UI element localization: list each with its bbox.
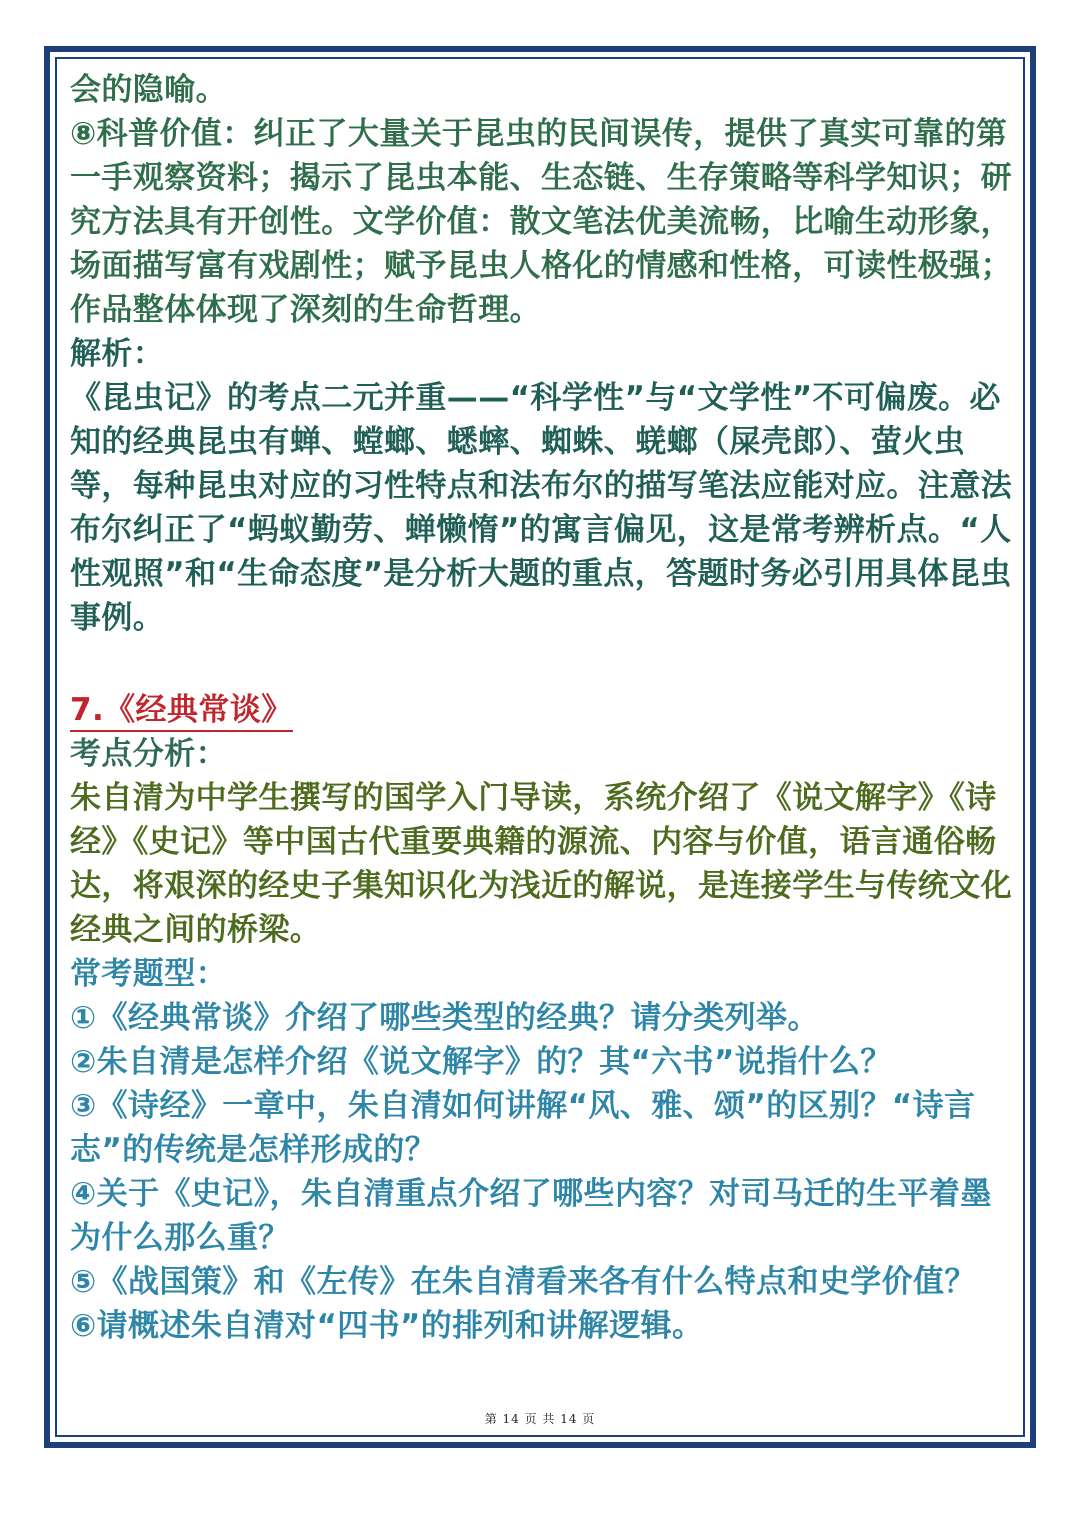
section-spacer xyxy=(70,640,1015,684)
question-item: ④关于《史记》，朱自清重点介绍了哪些内容？对司马迁的生平着墨为什么那么重？ xyxy=(70,1176,992,1256)
page-content xyxy=(70,68,1015,1348)
analysis-paragraph: 《昆虫记》的考点二元并重——“科学性”与“文学性”不可偏废。必知的经典昆虫有蝉、螳螂、蟋蟀、蜘蛛、蜣螂（屎壳郎）、萤火虫等，每种昆虫对应的习性特点和法布尔的描写笔法应能对应。注意法布尔纠正了“蚂蚁勤劳、蝉懒惰”的寓言偏见，这是常考辨析点。“人性观照”和“生命态度”是分析大题的重点，答题时务必引用具体昆虫事例。 xyxy=(70,380,1012,636)
changkao-label: 常考题型： xyxy=(70,956,227,992)
question-item: ①《经典常谈》介绍了哪些类型的经典？请分类列举。 xyxy=(70,1000,819,1036)
question-item: ③《诗经》一章中，朱自清如何讲解“风、雅、颂”的区别？“诗言志”的传统是怎样形成的？ xyxy=(70,1088,976,1168)
section-7-title: 7.《经典常谈》 xyxy=(70,690,293,732)
question-item: ②朱自清是怎样介绍《说文解字》的？其“六书”说指什么？ xyxy=(70,1044,892,1080)
intro-line: 会的隐喻。 xyxy=(70,72,227,108)
kaodian-label: 考点分析： xyxy=(70,736,227,772)
item-8-paragraph: ⑧科普价值：纠正了大量关于昆虫的民间误传，提供了真实可靠的第一手观察资料；揭示了昆虫本能、生态链、生存策略等科学知识；研究方法具有开创性。文学价值：散文笔法优美流畅，比喻生动形象，场面描写富有戏剧性；赋予昆虫人格化的情感和性格，可读性极强；作品整体体现了深刻的生命哲理。 xyxy=(70,116,1012,328)
analysis-label: 解析： xyxy=(70,336,165,372)
kaodian-paragraph: 朱自清为中学生撰写的国学入门导读，系统介绍了《说文解字》《诗经》《史记》等中国古代重要典籍的源流、内容与价值，语言通俗畅达，将艰深的经史子集知识化为浅近的解说，是连接学生与传统文化经典之间的桥梁。 xyxy=(70,780,1012,948)
question-item: ⑥请概述朱自清对“四书”的排列和讲解逻辑。 xyxy=(70,1308,704,1344)
question-item: ⑤《战国策》和《左传》在朱自清看来各有什么特点和史学价值？ xyxy=(70,1264,976,1300)
page-number-footer: 第 14 页 共 14 页 xyxy=(484,1412,596,1426)
